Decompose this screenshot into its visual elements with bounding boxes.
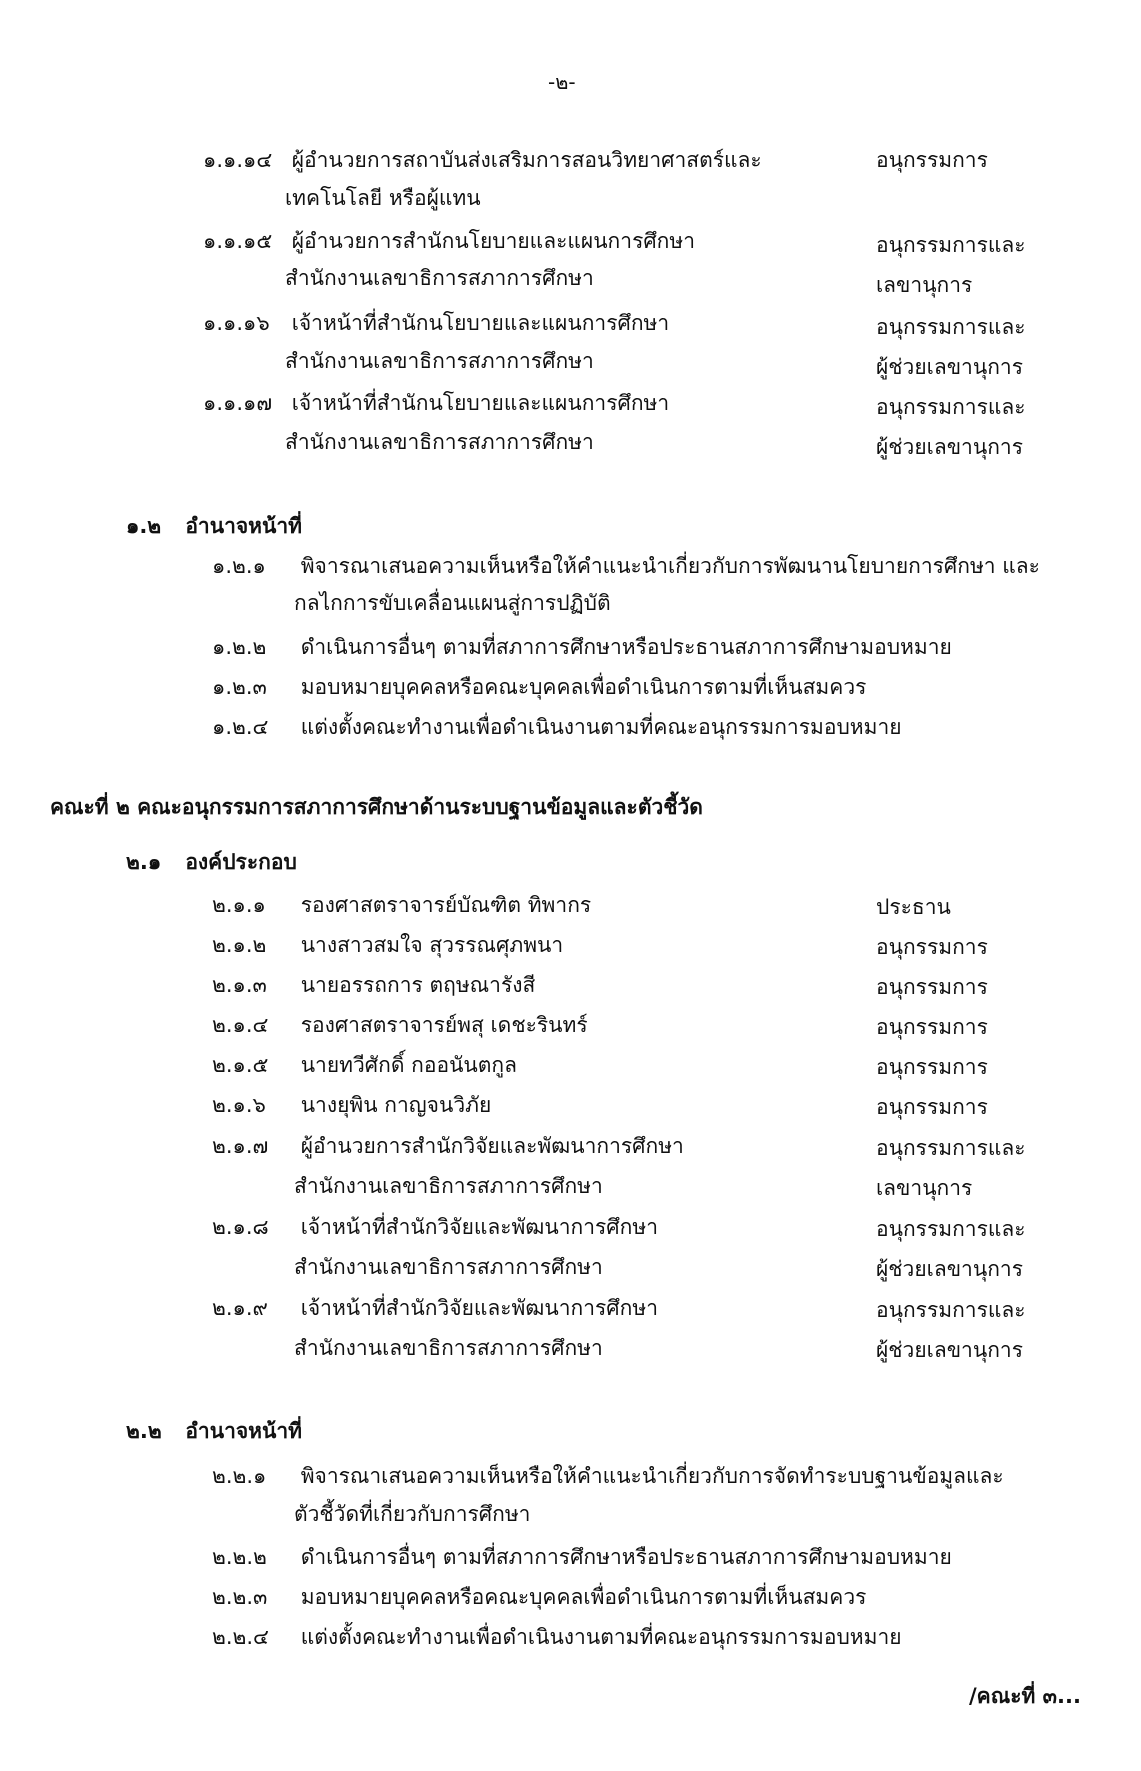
member-row (212, 1213, 658, 1241)
item-number: ๑.๒.๔ (212, 715, 269, 739)
item-number: ๒.๒.๒ (212, 1545, 267, 1569)
duty-row (212, 1543, 952, 1571)
item-number: ๑.๑.๑๖ (203, 311, 270, 335)
member-row (212, 891, 591, 919)
item-number: ๒.๑.๔ (212, 1013, 269, 1037)
duty-text-cont: ตัวชี้วัดที่เกี่ยวกับการศึกษา (294, 1502, 531, 1526)
section-heading (126, 512, 302, 540)
item-number: ๒.๒.๔ (212, 1625, 269, 1649)
member-role: อนุกรรมการและ (876, 1217, 1026, 1241)
duty-text: พิจารณาเสนอความเห็นหรือให้คำแนะนำเกี่ยวกับการจัดทำระบบฐานข้อมูลและ (300, 1464, 1004, 1488)
item-number: ๑.๑.๑๔ (203, 148, 273, 172)
section-heading (126, 848, 297, 876)
duty-text: ดำเนินการอื่นๆ ตามที่สภาการศึกษาหรือประธานสภาการศึกษามอบหมาย (300, 635, 952, 659)
item-number: ๒.๑.๕ (212, 1053, 269, 1077)
section-number: ๒.๑ (126, 850, 162, 874)
continuation-marker: /คณะที่ ๓... (969, 1684, 1081, 1708)
section-title: อำนาจหน้าที่ (185, 514, 303, 538)
duty-text-cont: กลไกการขับเคลื่อนแผนสู่การปฏิบัติ (294, 591, 611, 615)
member-name: รองศาสตราจารย์พสุ เดชะรินทร์ (300, 1013, 588, 1037)
member-role-cont: เลขานุการ (876, 273, 973, 297)
item-number: ๑.๒.๒ (212, 635, 267, 659)
duty-text: มอบหมายบุคคลหรือคณะบุคคลเพื่อดำเนินการตามที่เห็นสมควร (300, 1585, 867, 1609)
member-role-cont: เลขานุการ (876, 1176, 973, 1200)
member-name: นางยุพิน กาญจนวิภัย (300, 1093, 492, 1117)
duty-row (212, 713, 902, 741)
item-number: ๒.๑.๒ (212, 933, 267, 957)
member-name-cont: สำนักงานเลขาธิการสภาการศึกษา (294, 1174, 603, 1198)
member-name-cont: สำนักงานเลขาธิการสภาการศึกษา (285, 430, 594, 454)
member-role: อนุกรรมการและ (876, 233, 1026, 257)
member-role: ประธาน (876, 895, 951, 919)
member-role-cont: ผู้ช่วยเลขานุการ (876, 355, 1023, 379)
member-row (212, 931, 563, 959)
member-row (203, 309, 669, 337)
member-row (212, 1091, 491, 1119)
duty-text: มอบหมายบุคคลหรือคณะบุคคลเพื่อดำเนินการตามที่เห็นสมควร (300, 675, 867, 699)
item-number: ๒.๒.๑ (212, 1464, 267, 1488)
item-number: ๑.๑.๑๗ (203, 391, 273, 415)
member-role-cont: ผู้ช่วยเลขานุการ (876, 1257, 1023, 1281)
section-title: องค์ประกอบ (185, 850, 297, 874)
item-number: ๒.๑.๖ (212, 1093, 266, 1117)
member-role: อนุกรรมการ (876, 1055, 988, 1079)
member-role-cont: ผู้ช่วยเลขานุการ (876, 1338, 1023, 1362)
member-name: นายทวีศักดิ์ กออนันตกูล (300, 1053, 518, 1077)
member-name-cont: สำนักงานเลขาธิการสภาการศึกษา (294, 1336, 603, 1360)
duty-text: ดำเนินการอื่นๆ ตามที่สภาการศึกษาหรือประธานสภาการศึกษามอบหมาย (300, 1545, 952, 1569)
section-number: ๒.๒ (126, 1419, 162, 1443)
member-name: นายอรรถการ ตฤษณารังสี (300, 973, 536, 997)
duty-row (212, 1462, 1004, 1490)
member-name: เจ้าหน้าที่สำนักนโยบายและแผนการศึกษา (291, 391, 670, 415)
member-role-cont: ผู้ช่วยเลขานุการ (876, 435, 1023, 459)
item-number: ๒.๑.๓ (212, 973, 267, 997)
duty-row (212, 1583, 866, 1611)
member-row (212, 1011, 588, 1039)
member-row (203, 227, 695, 255)
duty-text: พิจารณาเสนอความเห็นหรือให้คำแนะนำเกี่ยวกับการพัฒนานโยบายการศึกษา และ (300, 554, 1040, 578)
member-name-cont: สำนักงานเลขาธิการสภาการศึกษา (285, 266, 594, 290)
member-role: อนุกรรมการและ (876, 1136, 1026, 1160)
item-number: ๒.๑.๗ (212, 1134, 269, 1158)
item-number: ๒.๑.๘ (212, 1215, 269, 1239)
section-heading (126, 1417, 302, 1445)
duty-row (212, 552, 1040, 580)
section-number: ๑.๒ (126, 514, 162, 538)
member-name: เจ้าหน้าที่สำนักวิจัยและพัฒนาการศึกษา (300, 1215, 658, 1239)
member-name: รองศาสตราจารย์บัณฑิต ทิพากร (300, 893, 592, 917)
duty-row (212, 673, 866, 701)
item-number: ๑.๒.๓ (212, 675, 267, 699)
item-number: ๑.๑.๑๕ (203, 229, 273, 253)
member-role: อนุกรรมการ (876, 935, 988, 959)
member-name: นางสาวสมใจ สุวรรณศุภพนา (300, 933, 564, 957)
member-name-cont: สำนักงานเลขาธิการสภาการศึกษา (294, 1255, 603, 1279)
member-role: อนุกรรมการ (876, 1095, 988, 1119)
member-row (212, 971, 535, 999)
item-number: ๑.๒.๑ (212, 554, 266, 578)
duty-text: แต่งตั้งคณะทำงานเพื่อดำเนินงานตามที่คณะอนุกรรมการมอบหมาย (300, 1625, 902, 1649)
section-title: อำนาจหน้าที่ (185, 1419, 303, 1443)
member-row (203, 389, 669, 417)
committee-heading: คณะที่ ๒ คณะอนุกรรมการสภาการศึกษาด้านระบบฐานข้อมูลและตัวชี้วัด (50, 795, 703, 819)
member-role: อนุกรรมการ (876, 148, 988, 172)
duty-row (212, 1623, 902, 1651)
member-name-cont: สำนักงานเลขาธิการสภาการศึกษา (285, 349, 594, 373)
member-role: อนุกรรมการและ (876, 395, 1026, 419)
member-row (203, 146, 762, 174)
member-name: เจ้าหน้าที่สำนักวิจัยและพัฒนาการศึกษา (300, 1296, 658, 1320)
member-name: ผู้อำนวยการสำนักวิจัยและพัฒนาการศึกษา (300, 1134, 684, 1158)
member-role: อนุกรรมการ (876, 975, 988, 999)
item-number: ๒.๑.๙ (212, 1296, 268, 1320)
page-number: -๒- (548, 70, 576, 94)
item-number: ๒.๒.๓ (212, 1585, 268, 1609)
item-number: ๒.๑.๑ (212, 893, 266, 917)
member-name: ผู้อำนวยการสถาบันส่งเสริมการสอนวิทยาศาสตร์และ (291, 148, 762, 172)
member-role: อนุกรรมการและ (876, 1298, 1026, 1322)
member-row (212, 1132, 684, 1160)
duty-row (212, 633, 952, 661)
member-row (212, 1051, 517, 1079)
member-name: เจ้าหน้าที่สำนักนโยบายและแผนการศึกษา (291, 311, 670, 335)
member-name-cont: เทคโนโลยี หรือผู้แทน (285, 186, 481, 210)
member-role: อนุกรรมการ (876, 1015, 988, 1039)
member-role: อนุกรรมการและ (876, 315, 1026, 339)
member-row (212, 1294, 658, 1322)
duty-text: แต่งตั้งคณะทำงานเพื่อดำเนินงานตามที่คณะอนุกรรมการมอบหมาย (300, 715, 902, 739)
member-name: ผู้อำนวยการสำนักนโยบายและแผนการศึกษา (291, 229, 696, 253)
